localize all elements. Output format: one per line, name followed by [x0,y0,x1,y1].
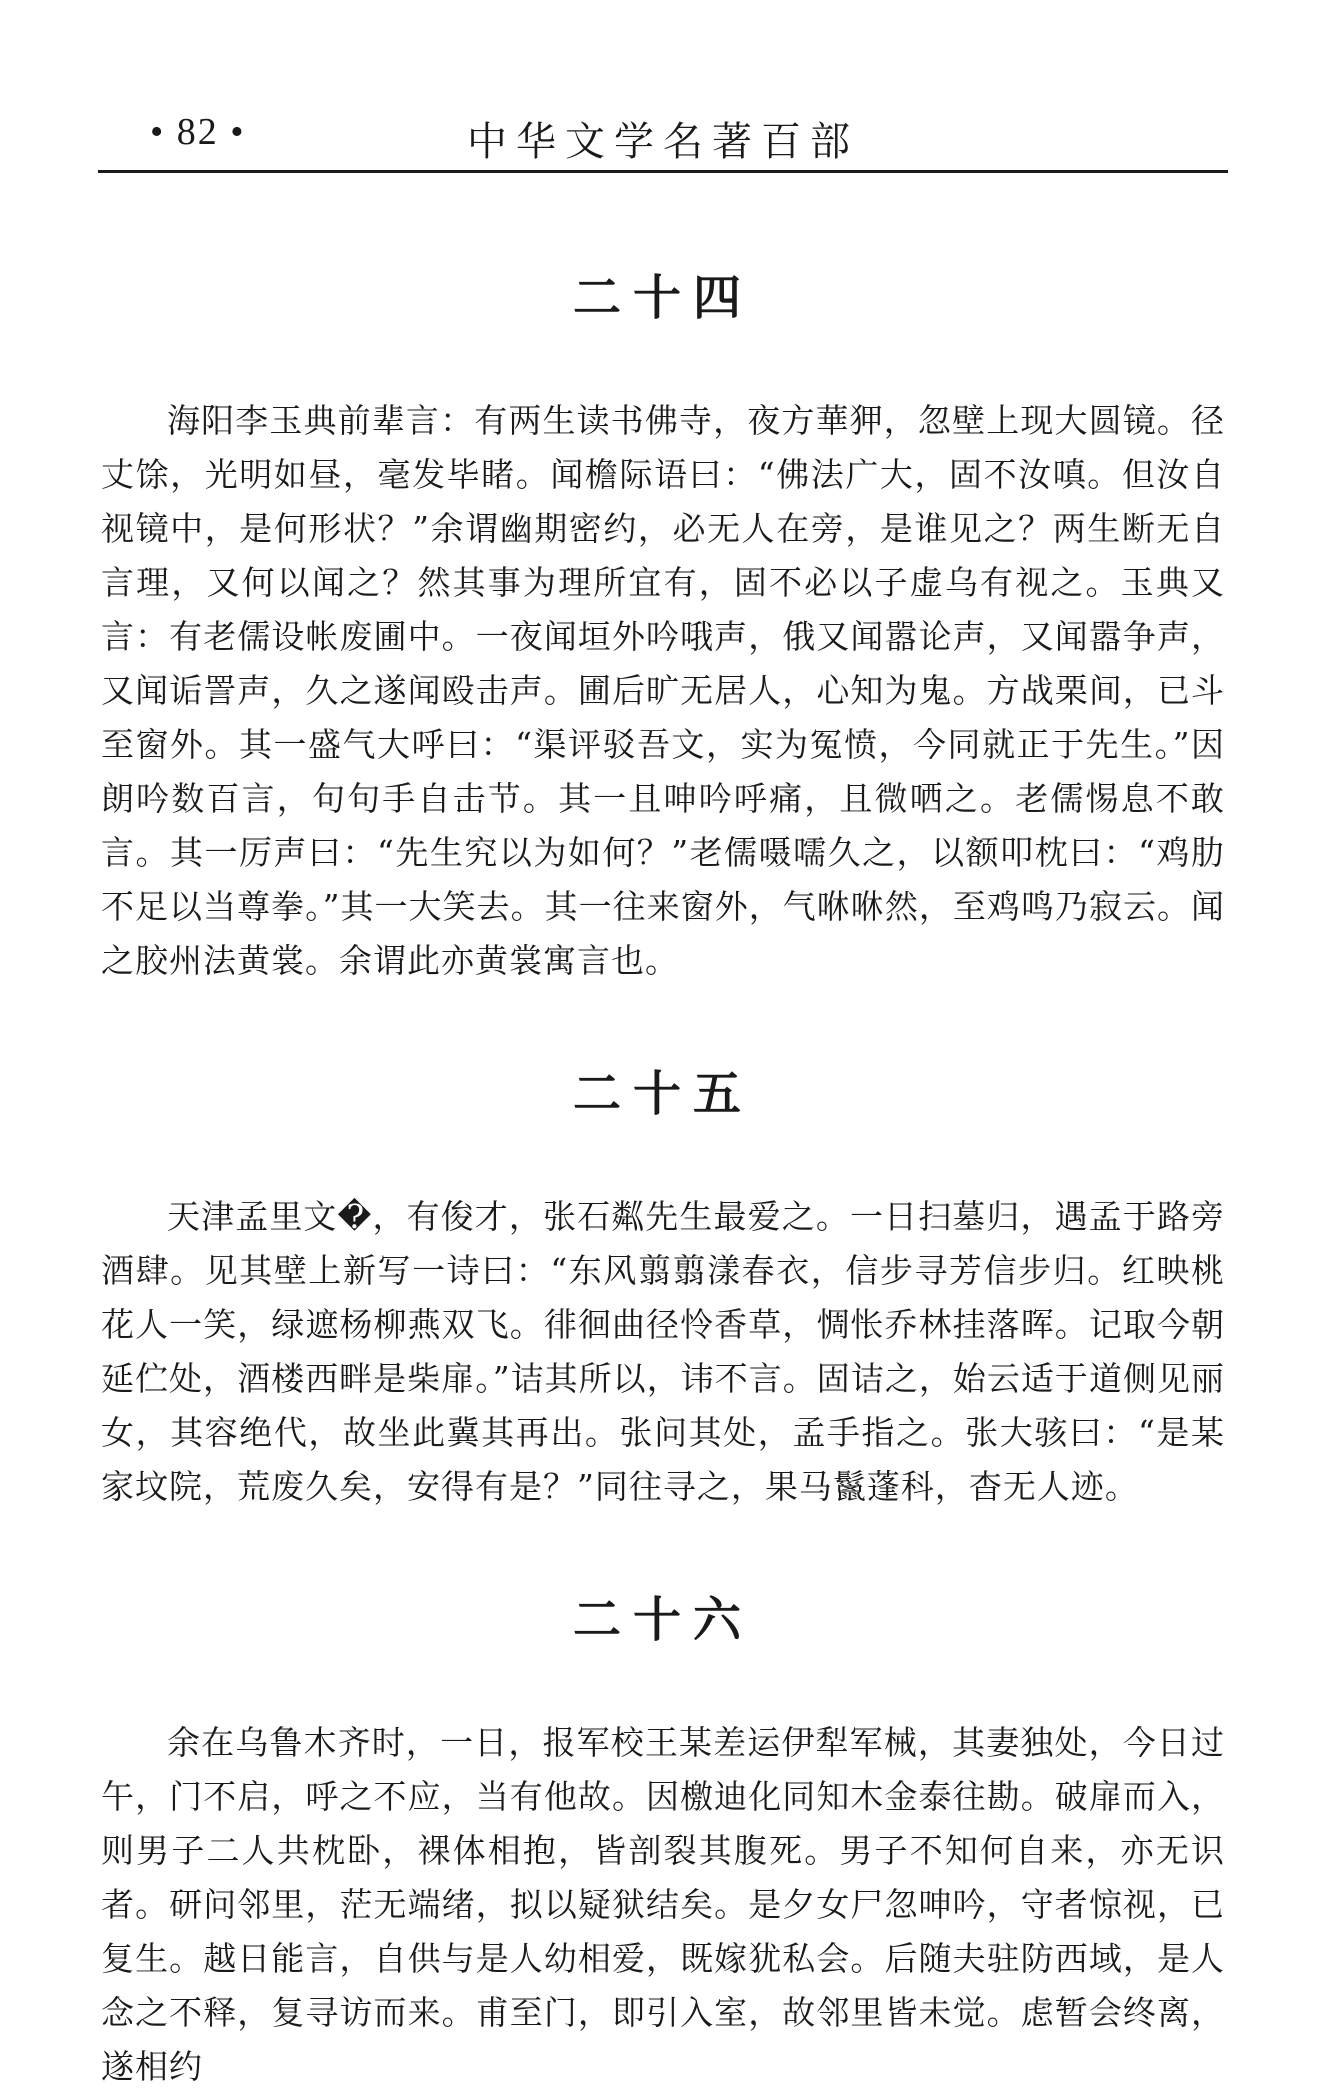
section-text-25: 天津孟里文�，有俊才，张石粼先生最爱之。一日扫墓归，遇孟于路旁酒肆。见其壁上新写一诗曰：“东风翦翦漾春衣，信步寻芳信步归。红映桃花人一笑，绿遮杨柳燕双飞。徘徊曲径怜香草，惆怅乔林挂落晖。记取今朝延伫处，酒楼西畔是柴扉。”诘其所以，讳不言。固诘之，始云适于道侧见丽女，其容绝代，故坐此冀其再出。张问其处，孟手指之。张大骇曰：“是某家坟院，荒废久矣，安得有是？”同往寻之，果马鬣蓬科，杳无人迹。 [101,1197,1225,1506]
section-title-26: 二十六 [572,1592,753,1648]
book-title: 中华文学名著百部 [467,119,859,165]
section-title-24: 二十四 [572,270,753,326]
page-header [98,108,1228,168]
section-title-25: 二十五 [572,1066,753,1122]
section-text-24: 海阳李玉典前辈言：有两生读书佛寺，夜方華狎，忽壁上现大圆镜。径丈馀，光明如昼，毫发毕睹。闻檐际语曰：“佛法广大，固不汝嗔。但汝自视镜中，是何形状？”余谓幽期密约，必无人在旁，是谁见之？两生断无自言理，又何以闻之？然其事为理所宜有，固不必以子虚乌有视之。玉典又言：有老儒设帐废圃中。一夜闻垣外吟哦声，俄又闻嚣论声，又闻嚣争声，又闻诟詈声，久之遂闻殴击声。圃后旷无居人，心知为鬼。方战栗间，已斗至窗外。其一盛气大呼曰：“渠评驳吾文，实为冤愤，今同就正于先生。”因朗吟数百言，句句手自击节。其一且呻吟呼痛，且微哂之。老儒惕息不敢言。其一厉声曰：“先生究以为如何？”老儒嗫嚅久之，以额叩枕曰：“鸡肋不足以当尊拳。”其一大笑去。其一往来窗外，气咻咻然，至鸡鸣乃寂云。闻之胶州法黄裳。余谓此亦黄裳寓言也。 [101,401,1225,980]
header-rule [98,170,1228,173]
page-body [101,250,1225,2094]
section-text-26: 余在乌鲁木齐时，一日，报军校王某差运伊犁军械，其妻独处，今日过午，门不启，呼之不应，当有他故。因檄迪化同知木金泰往勘。破扉而入，则男子二人共枕卧，裸体相抱，皆剖裂其腹死。男子不知何自来，亦无识者。研问邻里，茫无端绪，拟以疑狱结矣。是夕女尸忽呻吟，守者惊视，已复生。越日能言，自供与是人幼相爱，既嫁犹私会。后随夫驻防西域，是人念之不释，复寻访而来。甫至门，即引入室，故邻里皆未觉。虑暂会终离，遂相约 [101,1723,1225,2086]
page-number: • 82 • [150,111,246,153]
